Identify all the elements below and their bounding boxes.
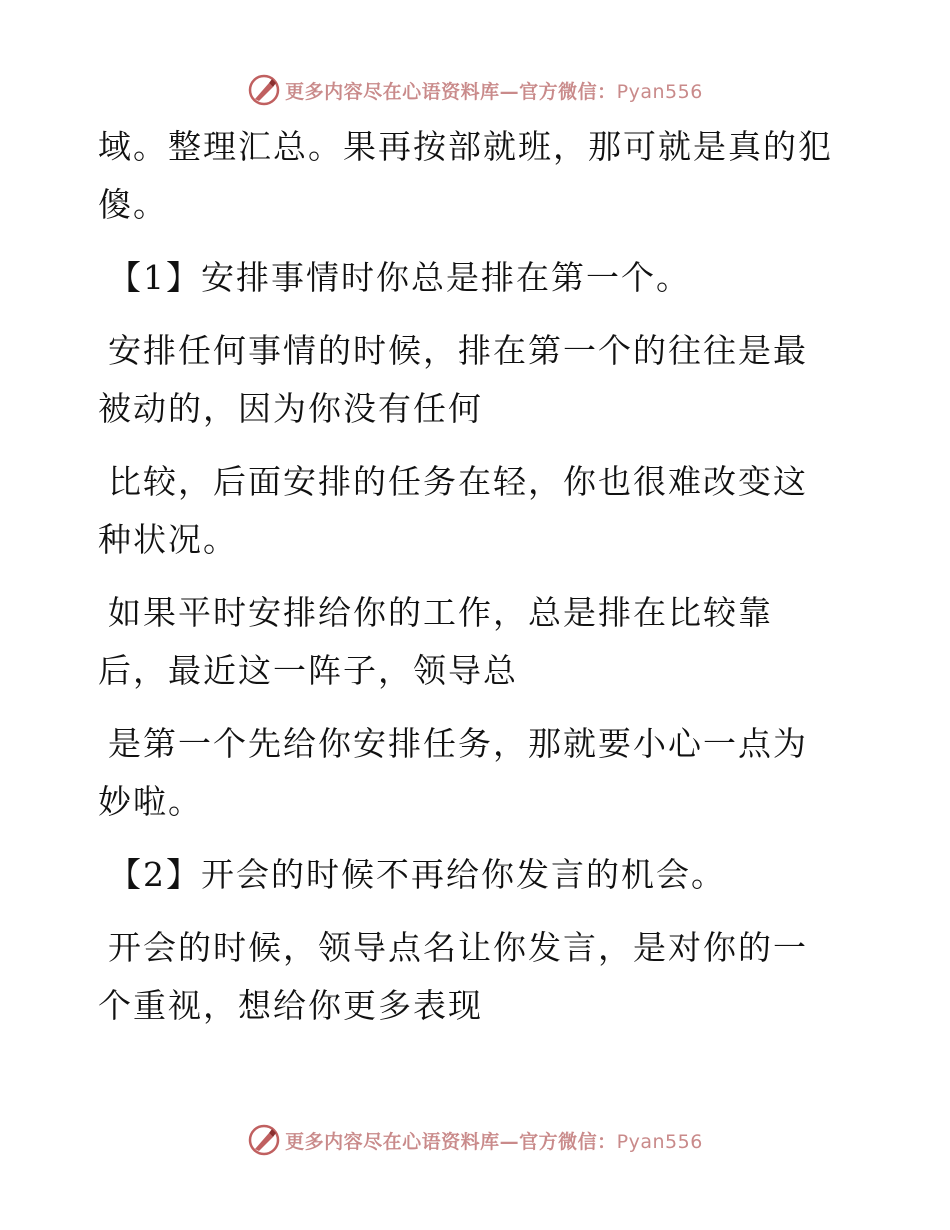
paragraph: 是第一个先给你安排任务，那就要小心一点为妙啦。 bbox=[98, 724, 808, 821]
header-watermark bbox=[0, 70, 950, 110]
watermark-text: 更多内容尽在心语资料库—官方微信：Pyan556 bbox=[285, 80, 703, 103]
paragraph: 比较，后面安排的任务在轻，你也很难改变这种状况。 bbox=[98, 462, 808, 559]
section-heading: 【1】安排事情时你总是排在第一个。 bbox=[108, 258, 691, 297]
paragraph: 开会的时候，领导点名让你发言，是对你的一个重视，想给你更多表现 bbox=[98, 928, 808, 1025]
paragraph: 安排任何事情的时候，排在第一个的往往是最被动的，因为你没有任何 bbox=[98, 331, 808, 428]
section-heading: 【2】开会的时候不再给你发言的机会。 bbox=[108, 855, 726, 894]
watermark-text: 更多内容尽在心语资料库—官方微信：Pyan556 bbox=[285, 1130, 703, 1153]
paragraph: 如果平时安排给你的工作，总是排在比较靠后，最近这一阵子，领导总 bbox=[98, 593, 773, 690]
footer-watermark bbox=[0, 1120, 950, 1160]
paragraph: 域。整理汇总。果再按部就班，那可就是真的犯傻。 bbox=[98, 127, 833, 224]
pen-logo-icon bbox=[247, 1123, 281, 1157]
pen-logo-icon bbox=[247, 73, 281, 107]
document-body bbox=[98, 118, 838, 1050]
